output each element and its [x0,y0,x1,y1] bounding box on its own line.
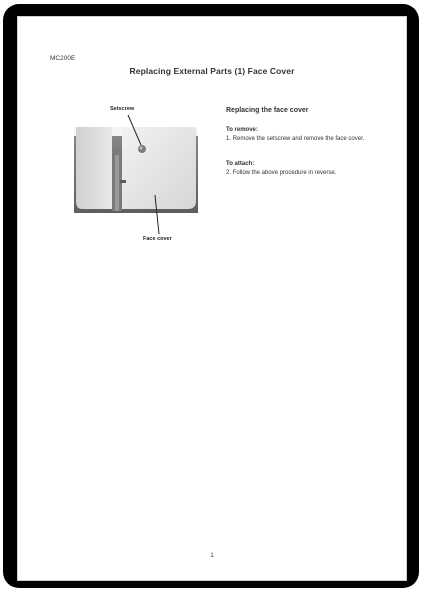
face-cover-label: Face cover [143,236,172,242]
remove-step: 1. Remove the setscrew and remove the face cover. [226,136,365,142]
instructions-column [226,107,402,195]
remove-heading: To remove: [226,127,258,133]
setscrew-label: Setscrew [110,106,135,112]
model-code: MC200E [50,55,76,62]
instructions-heading: Replacing the face cover [226,107,309,114]
page-number: 1 [210,553,214,559]
callout-lines [18,17,408,582]
attach-step: 2. Follow the above procedure in reverse. [226,170,337,176]
document-page [17,16,407,581]
document-frame [3,4,419,588]
face-cover-photo [74,127,198,213]
page-title: Replacing External Parts (1) Face Cover [129,66,295,76]
attach-heading: To attach: [226,161,255,167]
